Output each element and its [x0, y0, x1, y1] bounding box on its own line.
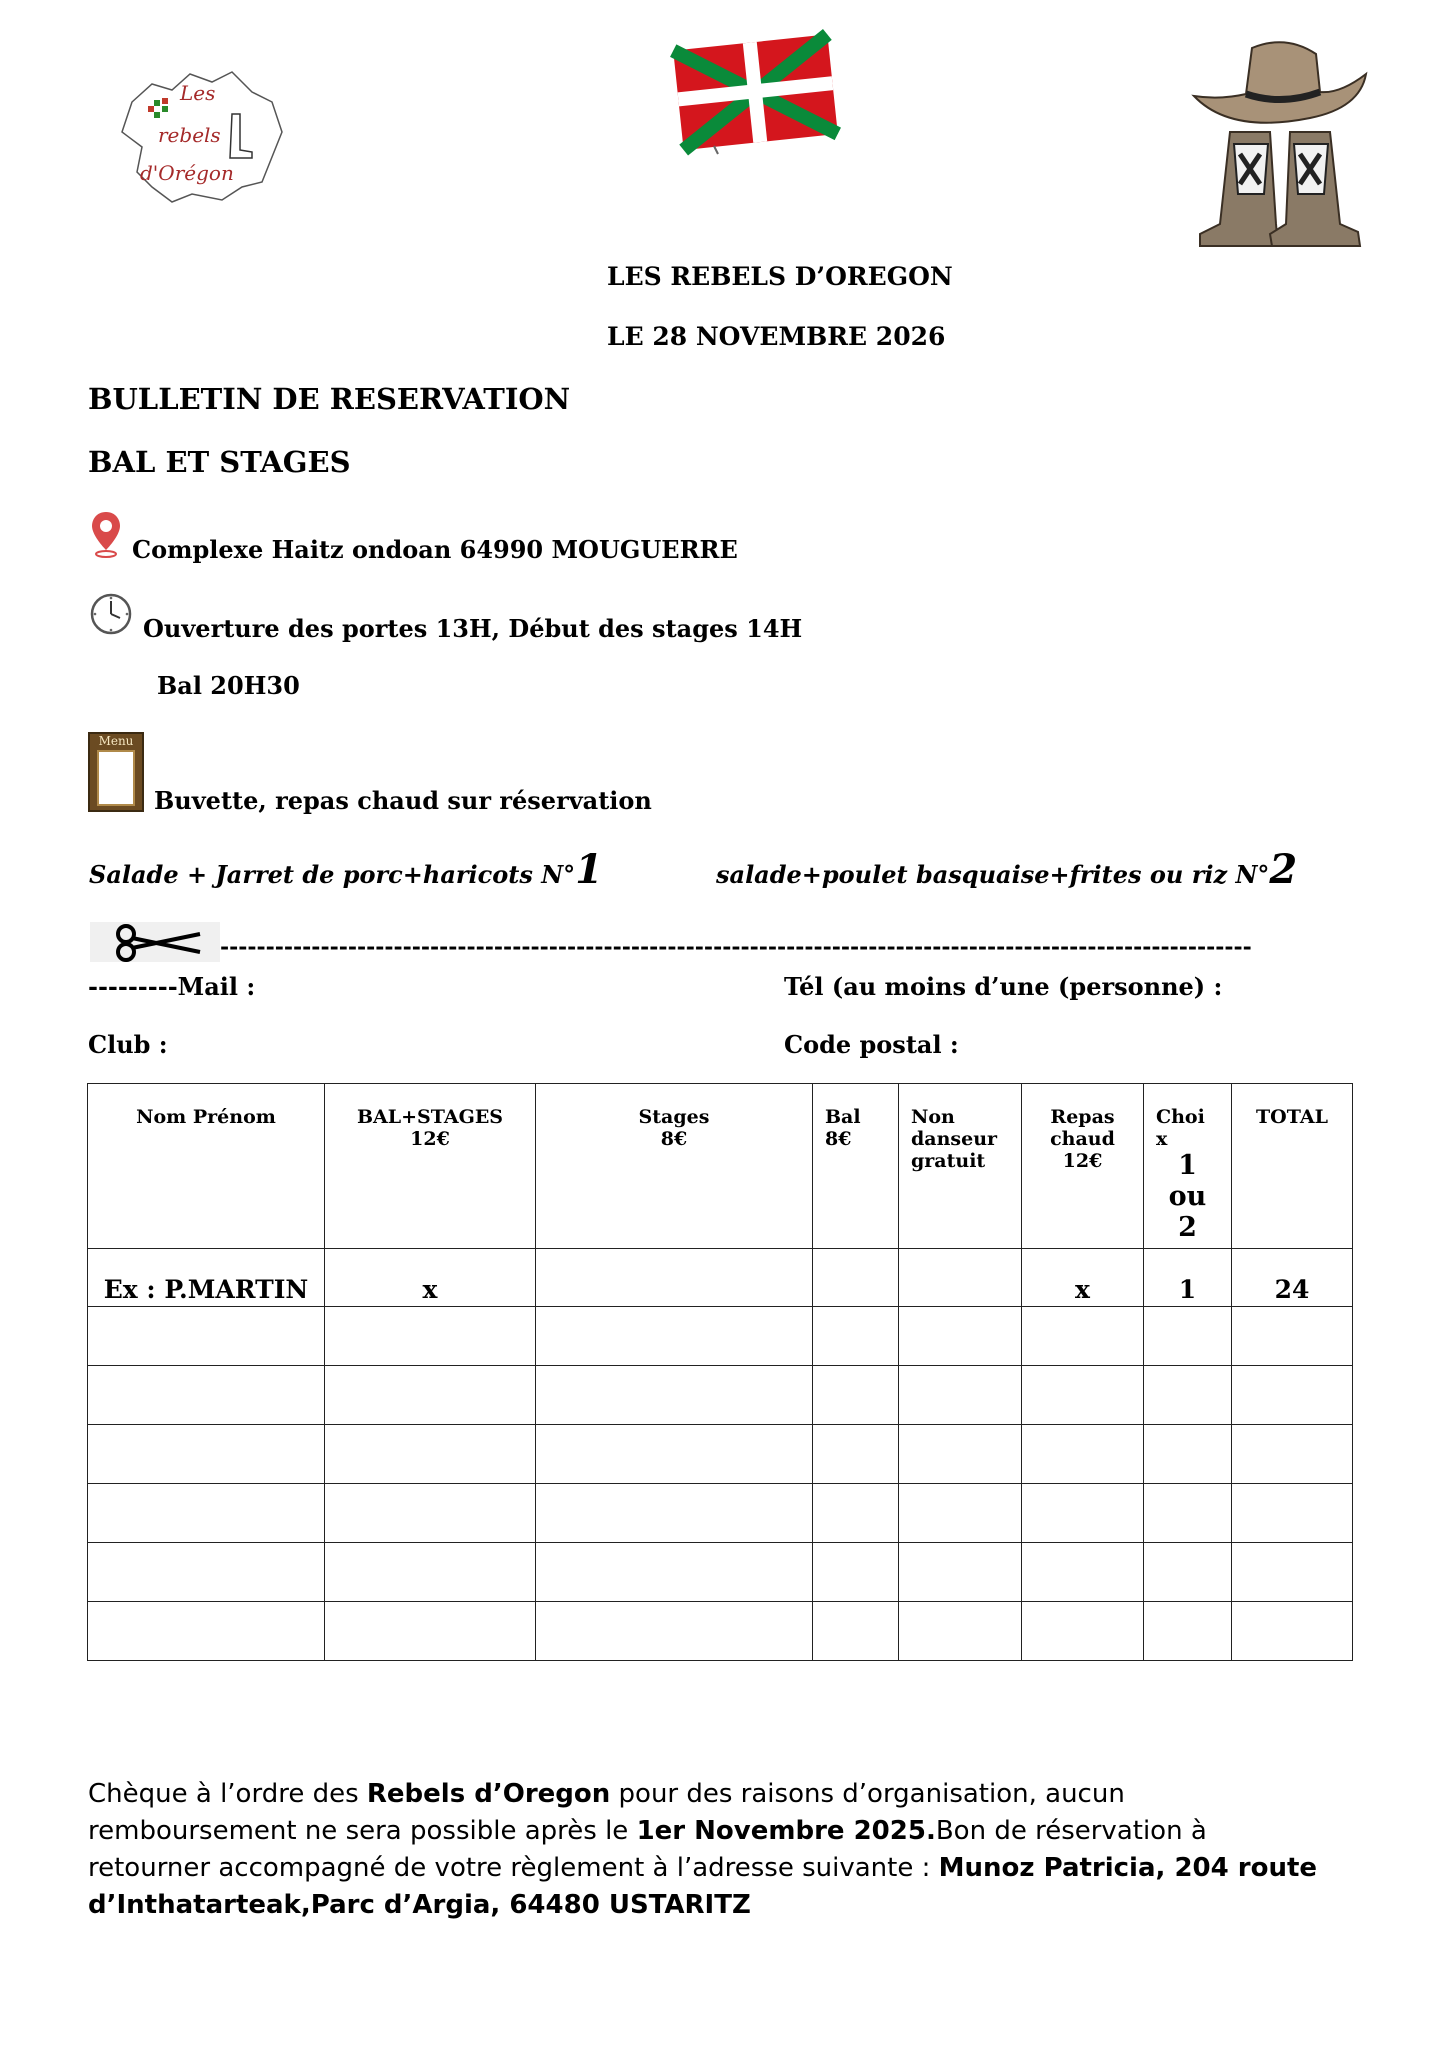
header-non-danseur-line1: Non — [911, 1106, 955, 1128]
menu-option-2-text: salade+poulet basquaise+frites ou riz N° — [716, 860, 1270, 889]
header-bal — [813, 1084, 899, 1249]
header-stages-label: Stages — [638, 1106, 710, 1128]
menu-option-2-number: 2 — [1269, 846, 1298, 893]
table-cell[interactable] — [536, 1425, 813, 1484]
address-text: Complexe Haitz ondoan 64990 MOUGUERRE — [132, 535, 738, 564]
bulletin-subtitle: BAL ET STAGES — [88, 445, 351, 479]
header-repas-line2: chaud — [1050, 1128, 1115, 1150]
header-non-danseur-line3: gratuit — [911, 1150, 986, 1172]
table-cell[interactable] — [1232, 1602, 1353, 1661]
header-non-danseur — [899, 1084, 1022, 1249]
mail-field-dashes: --------- — [88, 972, 178, 1001]
table-cell[interactable] — [325, 1484, 536, 1543]
reservation-table — [87, 1083, 1353, 1661]
table-cell[interactable] — [325, 1543, 536, 1602]
menu-frame-label: Menu — [98, 734, 134, 748]
footer-address: Munoz Patricia, 204 route d’Inthatarteak,Parc d’Argia, 64480 USTARITZ — [88, 1853, 1318, 1920]
table-cell[interactable] — [1022, 1307, 1144, 1366]
header-non-danseur-line2: danseur — [911, 1128, 998, 1150]
table-row[interactable] — [88, 1366, 1353, 1425]
header-repas-chaud — [1022, 1084, 1144, 1249]
header-choix-line1: Choi — [1156, 1106, 1205, 1128]
example-nom: Ex : P.MARTIN — [88, 1249, 325, 1307]
table-header-row — [88, 1084, 1353, 1249]
table-cell[interactable] — [813, 1602, 899, 1661]
table-cell[interactable] — [1232, 1484, 1353, 1543]
cut-line-dashes: ----------------------------------------------------------------------------------------------------------------- — [220, 934, 1252, 960]
example-bal — [813, 1249, 899, 1307]
hours-text: Ouverture des portes 13H, Début des stages 14H — [143, 614, 803, 643]
menu-frame-icon — [88, 732, 144, 812]
table-cell[interactable] — [1144, 1543, 1232, 1602]
table-cell[interactable] — [536, 1543, 813, 1602]
table-cell[interactable] — [1022, 1602, 1144, 1661]
table-cell[interactable] — [813, 1307, 899, 1366]
example-bal-stages: x — [325, 1249, 536, 1307]
table-row[interactable] — [88, 1543, 1353, 1602]
table-cell[interactable] — [88, 1602, 325, 1661]
header-bal-stages — [325, 1084, 536, 1249]
club-field[interactable]: Club : — [88, 1030, 168, 1059]
basque-flag-icon — [668, 28, 848, 156]
table-cell[interactable] — [1144, 1366, 1232, 1425]
table-cell[interactable] — [899, 1366, 1022, 1425]
header-stages — [536, 1084, 813, 1249]
scissors-icon — [90, 922, 220, 962]
example-total: 24 — [1232, 1249, 1353, 1307]
event-date: LE 28 NOVEMBRE 2026 — [607, 322, 946, 351]
table-cell[interactable] — [1144, 1307, 1232, 1366]
menu-option-2 — [716, 846, 1297, 893]
table-cell[interactable] — [88, 1307, 325, 1366]
header-stages-price: 8€ — [660, 1128, 688, 1150]
header-repas-line1: Repas — [1050, 1106, 1115, 1128]
header-bal-label: Bal — [825, 1106, 861, 1128]
mail-field[interactable] — [88, 972, 255, 1001]
menu-option-1 — [89, 846, 603, 893]
table-cell[interactable] — [1022, 1366, 1144, 1425]
header-nom-prenom — [88, 1084, 325, 1249]
header-choix — [1144, 1084, 1232, 1249]
header-repas-price: 12€ — [1062, 1150, 1103, 1172]
buvette-text: Buvette, repas chaud sur réservation — [154, 786, 652, 815]
footer-deadline: 1er Novembre 2025. — [636, 1816, 936, 1846]
bal-time-text: Bal 20H30 — [157, 671, 300, 700]
table-row-example — [88, 1249, 1353, 1307]
payment-instructions — [88, 1776, 1328, 1924]
menu-option-1-text: Salade + Jarret de porc+haricots N° — [89, 860, 576, 889]
header-bal-price: 8€ — [825, 1128, 852, 1150]
header-choix-line2: x — [1156, 1128, 1168, 1150]
table-cell[interactable] — [899, 1484, 1022, 1543]
postal-code-field[interactable]: Code postal : — [784, 1030, 959, 1059]
table-cell[interactable] — [899, 1425, 1022, 1484]
footer-text-3: Bon de réservation à retourner accompagné de votre règlement à l’adresse suivante : — [88, 1816, 1207, 1883]
table-cell[interactable] — [1022, 1484, 1144, 1543]
table-cell[interactable] — [1232, 1366, 1353, 1425]
table-cell[interactable] — [536, 1484, 813, 1543]
table-cell[interactable] — [1022, 1425, 1144, 1484]
table-row[interactable] — [88, 1602, 1353, 1661]
table-cell[interactable] — [813, 1366, 899, 1425]
table-cell[interactable] — [813, 1543, 899, 1602]
footer-text-2: pour des raisons d’organisation, aucun remboursement ne sera possible après le — [88, 1779, 1125, 1846]
footer-club-name: Rebels d’Oregon — [366, 1779, 611, 1809]
table-cell[interactable] — [325, 1307, 536, 1366]
table-cell[interactable] — [1144, 1425, 1232, 1484]
table-cell[interactable] — [1144, 1602, 1232, 1661]
table-row[interactable] — [88, 1425, 1353, 1484]
table-cell[interactable] — [1232, 1425, 1353, 1484]
table-cell[interactable] — [1022, 1543, 1144, 1602]
table-cell[interactable] — [325, 1425, 536, 1484]
bulletin-title: BULLETIN DE RESERVATION — [88, 382, 571, 416]
header-choix-or: ou — [1168, 1181, 1207, 1212]
table-cell[interactable] — [536, 1602, 813, 1661]
mail-label: Mail : — [177, 972, 256, 1001]
table-cell[interactable] — [536, 1307, 813, 1366]
header-total — [1232, 1084, 1353, 1249]
table-cell[interactable] — [325, 1602, 536, 1661]
table-cell[interactable] — [1144, 1484, 1232, 1543]
table-cell[interactable] — [899, 1602, 1022, 1661]
logo-text-les: Les — [180, 81, 216, 105]
example-repas: x — [1022, 1249, 1144, 1307]
table-cell[interactable] — [88, 1543, 325, 1602]
table-cell[interactable] — [899, 1543, 1022, 1602]
event-title: LES REBELS D’OREGON — [607, 262, 953, 291]
example-stages — [536, 1249, 813, 1307]
example-choix: 1 — [1144, 1249, 1232, 1307]
table-cell[interactable] — [813, 1484, 899, 1543]
header-choix-option-1: 1 — [1178, 1150, 1197, 1181]
example-non-danseur — [899, 1249, 1022, 1307]
table-row[interactable] — [88, 1484, 1353, 1543]
header-total-label: TOTAL — [1256, 1106, 1328, 1128]
tel-field[interactable]: Tél (au moins d’une (personne) : — [784, 972, 1223, 1001]
table-cell[interactable] — [88, 1484, 325, 1543]
menu-option-1-number: 1 — [575, 846, 604, 893]
location-pin-icon — [90, 510, 122, 562]
header-nom-prenom-label: Nom Prénom — [136, 1106, 276, 1128]
footer-text-1: Chèque à l’ordre des — [88, 1779, 367, 1809]
logo-text-rebels: rebels — [158, 123, 221, 147]
table-cell[interactable] — [88, 1425, 325, 1484]
table-cell[interactable] — [1232, 1307, 1353, 1366]
table-cell[interactable] — [536, 1366, 813, 1425]
logo-text-oregon: d'Orégon — [140, 161, 234, 185]
header-choix-option-2: 2 — [1178, 1212, 1197, 1243]
clock-icon — [89, 592, 133, 640]
table-cell[interactable] — [813, 1425, 899, 1484]
table-cell[interactable] — [899, 1307, 1022, 1366]
table-cell[interactable] — [325, 1366, 536, 1425]
table-cell[interactable] — [1232, 1543, 1353, 1602]
table-row[interactable] — [88, 1307, 1353, 1366]
table-cell[interactable] — [88, 1366, 325, 1425]
header-bal-stages-price: 12€ — [410, 1128, 450, 1150]
header-bal-stages-label: BAL+STAGES — [356, 1106, 504, 1128]
club-logo — [112, 62, 288, 207]
cowboy-hat-and-boots-icon — [1190, 34, 1372, 252]
